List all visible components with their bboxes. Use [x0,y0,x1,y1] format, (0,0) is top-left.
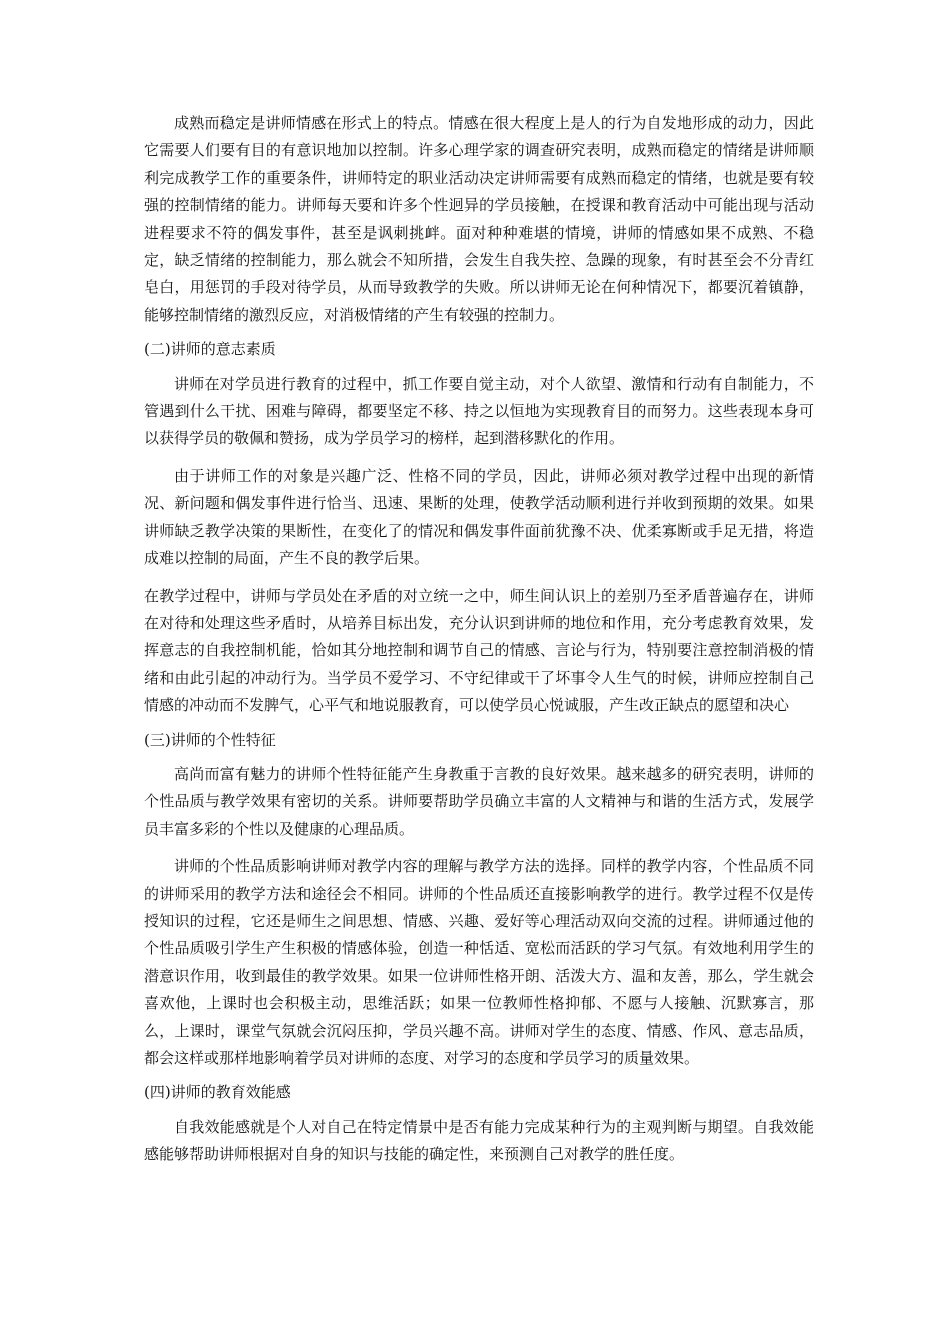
paragraph-self-control: 讲师在对学员进行教育的过程中，抓工作要自觉主动，对个人欲望、激情和行动有自制能力，不管遇到什么干扰、困难与障碍，都要坚定不移、持之以恒地为实现教育目的而努力。这些表现本身可以获得学员的敬佩和赞扬，成为学员学习的榜样，起到潜移默化的作用。 [144,374,814,448]
paragraph-self-efficacy: 自我效能感就是个人对自己在特定情景中是否有能力完成某种行为的主观判断与期望。自我效能感能够帮助讲师根据对自身的知识与技能的确定性，来预测自己对教学的胜任度。 [144,1117,814,1164]
paragraph-emotional-stability: 成熟而稳定是讲师情感在形式上的特点。情感在很大程度上是人的行为自发地形成的动力，因此它需要人们要有目的有意识地加以控制。许多心理学家的调查研究表明，成熟而稳定的情绪是讲师顺利完成教学工作的重要条件，讲师特定的职业活动决定讲师需要有成熟而稳定的情绪，也就是要有较强的控制情绪的能力。讲师每天要和许多个性迥异的学员接触，在授课和教育活动中可能出现与活动进程要求不符的偶发事件，甚至是讽刺挑衅。面对种种难堪的情境，讲师的情感如果不成熟、不稳定，缺乏情绪的控制能力，那么就会不知所措，会发生自我失控、急躁的现象，有时甚至会不分青红皂白，用惩罚的手段对待学员，从而导致教学的失败。所以讲师无论在何种情况下，都要沉着镇静，能够控制情绪的激烈反应，对消极情绪的产生有较强的控制力。 [144,114,814,324]
paragraph-personality-charm: 高尚而富有魅力的讲师个性特征能产生身教重于言教的良好效果。越来越多的研究表明，讲师的个性品质与教学效果有密切的关系。讲师要帮助学员确立丰富的人文精神与和谐的生活方式，发展学员丰富多彩的个性以及健康的心理品质。 [144,764,814,838]
section-heading-will-quality: (二)讲师的意志素质 [144,340,276,359]
section-heading-teaching-efficacy: (四)讲师的教育效能感 [144,1083,291,1102]
document-page [144,110,814,1169]
paragraph-contradictions: 在教学过程中，讲师与学员处在矛盾的对立统一之中，师生间认识上的差别乃至矛盾普遍存在，讲师在对待和处理这些矛盾时，从培养目标出发，充分认识到讲师的地位和作用，充分考虑教育效果，发挥意志的自我控制机能，恰如其分地控制和调节自己的情感、言论与行为，特别要注意控制消极的情绪和由此引起的冲动行为。当学员不爱学习、不守纪律或干了坏事令人生气的时候，讲师应控制自己情感的冲动而不发脾气，心平气和地说服教育，可以使学员心悦诚服，产生改正缺点的愿望和决心 [144,586,814,715]
paragraph-personality-influence: 讲师的个性品质影响讲师对教学内容的理解与教学方法的选择。同样的教学内容，个性品质不同的讲师采用的教学方法和途径会不相同。讲师的个性品质还直接影响教学的进行。教学过程不仅是传授知识的过程，它还是师生之间思想、情感、兴趣、爱好等心理活动双向交流的过程。讲师通过他的个性品质吸引学生产生积极的情感体验，创造一种恬适、宽松而活跃的学习气氛。有效地利用学生的潜意识作用，收到最佳的教学效果。如果一位讲师性格开朗、活泼大方、温和友善，那么，学生就会喜欢他，上课时也会积极主动，思维活跃；如果一位教师性格抑郁、不愿与人接触、沉默寡言，那么，上课时，课堂气氛就会沉闷压抑，学员兴趣不高。讲师对学生的态度、情感、作风、意志品质，都会这样或那样地影响着学员对讲师的态度、对学习的态度和学员学习的质量效果。 [144,857,814,1067]
section-heading-personality: (三)讲师的个性特征 [144,730,276,749]
paragraph-decisiveness: 由于讲师工作的对象是兴趣广泛、性格不同的学员，因此，讲师必须对教学过程中出现的新情况、新问题和偶发事件进行恰当、迅速、果断的处理，使教学活动顺利进行并收到预期的效果。如果讲师缺乏教学决策的果断性，在变化了的情况和偶发事件面前犹豫不决、优柔寡断或手足无措，将造成难以控制的局面，产生不良的教学后果。 [144,466,814,568]
